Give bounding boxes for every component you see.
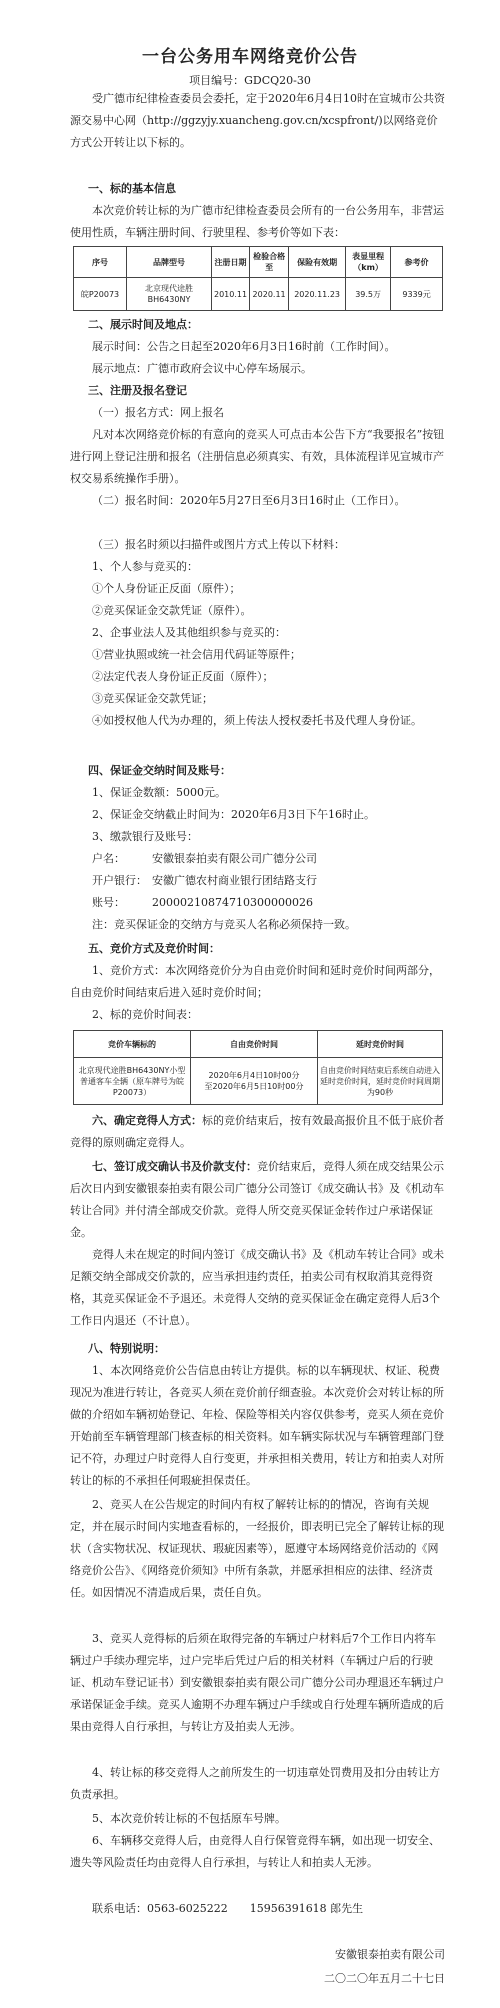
table-header: 注册日期 xyxy=(212,247,250,278)
table-cell: 皖P20073 xyxy=(74,278,127,311)
contact-info: 联系电话：0563-6025222 15956391618 郎先生 xyxy=(92,1902,364,1915)
section-7 xyxy=(70,1156,445,1244)
special-note-2: 2、竞买人在公告规定的时间内有权了解转让标的的情况，咨询有关规定，并在展示时间内实地查看标的，一经报价，即表明已完全了解转让标的现状（含实物状况、权证现状、瑕疵因素等），愿遵守本场网络竞价活动的《网络竞价公告》、《网络竞价须知》中所有条款，并愿承担相应的法律、经济责任。如因情况不清造成后果，责任自负。 xyxy=(70,1498,444,1599)
deposit-note: 注：竞买保证金的交纳方与竞买人名称必须保持一致。 xyxy=(92,918,356,931)
table-header-row xyxy=(74,247,443,278)
signature-date: 二〇二〇年五月二十七日 xyxy=(324,1972,445,1985)
bank-value: 安徽广德农村商业银行团结路支行 xyxy=(152,874,317,887)
materials-item: 1、个人参与竞买的： xyxy=(92,560,198,573)
bank-label: 开户银行： xyxy=(92,874,147,887)
materials-item: ②法定代表人身份证正反面（原件）； xyxy=(92,670,274,683)
special-note-3: 3、竞买人竞得标的后须在取得完备的车辆过户材料后7个工作日内将车辆过户手续办理完毕，过户完毕后凭过户后的相关材料（车辆过户后的行驶证、机动车登记证书）到安徽银泰拍卖有限公司广德分公司办理退还车辆过户承诺保证金手续。竞买人逾期不办理车辆过户手续或自行处理车辆所造成的后果由竞得人自行承担，与转让方及拍卖人无涉。 xyxy=(70,1632,444,1733)
registration-method: （一）报名方式：网上报名 xyxy=(92,406,224,419)
special-note-4: 4、转让标的移交竞得人之前所发生的一切违章处罚费用及扣分由转让方负责承担。 xyxy=(70,1766,440,1801)
table-header: 竞价车辆标的 xyxy=(74,1031,191,1058)
table-row xyxy=(74,1058,443,1105)
bank-value: 安徽银泰拍卖有限公司广德分公司 xyxy=(152,852,317,865)
table-row xyxy=(74,278,443,311)
special-note-5: 5、本次竞价转让标的不包括原车号牌。 xyxy=(92,1812,286,1825)
deposit-line: 2、保证金交纳截止时间为：2020年6月3日下午16时止。 xyxy=(92,808,375,821)
table-header: 检验合格至 xyxy=(250,247,289,278)
materials-item: ③竞买保证金交款凭证； xyxy=(92,692,213,705)
free-bid-start: 2020年6月4日10时00分 xyxy=(208,1071,300,1080)
vehicle-info-table xyxy=(73,246,443,311)
table-cell: 自由竞价时间结束后系统自动进入延时竞价时间，延时竞价时间周期为90秒 xyxy=(318,1058,443,1105)
bank-label: 户名： xyxy=(92,852,125,865)
registration-method-text: 凡对本次网络竞价标的有意向的竞买人可点击本公告下方“我要报名”按钮进行网上登记注册和报名（注册信息必须真实、有效，具体流程详见宣城市产权交易系统操作手册）。 xyxy=(70,428,445,485)
bidding-schedule-table xyxy=(73,1030,443,1105)
bank-label: 账号： xyxy=(92,896,125,909)
registration-time: （二）报名时间：2020年5月27日至6月3日16时止（工作日）。 xyxy=(92,494,406,507)
display-time: 展示时间：公告之日起至2020年6月3日16时前（工作时间）。 xyxy=(92,340,396,353)
section-4-title: 四、保证金交纳时间及账号： xyxy=(88,764,231,777)
materials-item: ④如授权他人代为办理的，须上传法人授权委托书及代理人身份证。 xyxy=(92,714,422,727)
table-header: 表显里程（km） xyxy=(346,247,391,278)
display-location: 展示地点：广德市政府会议中心停车场展示。 xyxy=(92,362,312,375)
section-1-title: 一、标的基本信息 xyxy=(88,182,176,195)
bidding-schedule-label: 2、标的竞价时间表： xyxy=(92,1008,198,1021)
table-cell: 2010.11 xyxy=(212,278,250,311)
materials-item: ②竞买保证金交款凭证（原件）。 xyxy=(92,604,252,617)
free-bid-end: 至2020年6月5日10时00分 xyxy=(204,1082,304,1091)
section-6-text: 标的竞价结束后，按有效最高报价且不低于底价者竞得的原则确定竞得人。 xyxy=(70,1114,444,1149)
table-header: 保险有效期 xyxy=(289,247,346,278)
section-7-text-2: 竞得人未在规定的时间内签订《成交确认书》及《机动车转让合同》或未足额交纳全部成交价款的，应当承担违约责任，拍卖公司有权取消其竞得资格，其竞买保证金不予退还。未竞得人交纳的竞买保证金在确定竞得人后3个工作日内退还（不计息）。 xyxy=(70,1248,444,1327)
section-5-title: 五、竞价方式及竞价时间： xyxy=(88,942,220,955)
table-header: 品牌型号 xyxy=(127,247,212,278)
table-cell xyxy=(191,1058,318,1105)
project-number: 项目编号：GDCQ20-30 xyxy=(189,74,311,87)
signature-company: 安徽银泰拍卖有限公司 xyxy=(335,1948,445,1961)
section-1-text: 本次竞价转让标的为广德市纪律检查委员会所有的一台公务用车，非营运使用性质，车辆注册时间、行驶里程、参考价等如下表： xyxy=(70,204,444,239)
section-2-title: 二、展示时间及地点： xyxy=(88,318,198,331)
bank-value: 20000210874710300000026 xyxy=(152,896,313,909)
table-header: 延时竞价时间 xyxy=(318,1031,443,1058)
table-cell: 北京现代途胜BH6430NY小型普通客车全辆（原车牌号为皖P20073） xyxy=(74,1058,191,1105)
materials-item: ①营业执照或统一社会信用代码证等原件； xyxy=(92,648,301,661)
materials-item: ①个人身份证正反面（原件）； xyxy=(92,582,241,595)
page-title: 一台公务用车网络竞价公告 xyxy=(142,47,358,67)
bidding-method: 1、竞价方式：本次网络竞价分为自由竞价时间和延时竞价时间两部分，自由竞价时间结束后进入延时竞价时间； xyxy=(70,964,440,999)
special-note-1: 1、本次网络竞价公告信息由转让方提供。标的以车辆现状、权证、税费现况为准进行转让，各竞买人须在竞价前仔细查验。本次竞价会对转让标的所做的介绍如车辆初始登记、年检、保险等相关内容仅供参考，竞买人须在竞价开始前至车辆管理部门核查标的相关资料。如车辆实际状况与车辆管理部门登记不符，办理过户时竞得人自行变更，并承担相关费用，转让方和拍卖人对所转让的标的不承担任何瑕疵担保责任。 xyxy=(70,1364,444,1487)
section-6 xyxy=(70,1110,445,1154)
table-cell: 2020.11 xyxy=(250,278,289,311)
table-cell: 9339元 xyxy=(391,278,443,311)
table-cell: 2020.11.23 xyxy=(289,278,346,311)
table-cell: 39.5万 xyxy=(346,278,391,311)
materials-item: 2、企事业法人及其他组织参与竞买的： xyxy=(92,626,286,639)
section-3-title: 三、注册及报名登记 xyxy=(88,384,187,397)
section-8-title: 八、特别说明： xyxy=(88,1342,165,1355)
table-header-row xyxy=(74,1031,443,1058)
section-7-title: 七、签订成交确认书及价款支付： xyxy=(92,1160,257,1173)
special-note-6: 6、车辆移交竞得人后，由竞得人自行保管竞得车辆，如出现一切安全、遗失等风险责任均由竞得人自行承担，与转让人和拍卖人无涉。 xyxy=(70,1834,440,1869)
section-7-text: 竞价结束后，竞得人须在成交结果公示后次日内到安徽银泰拍卖有限公司广德分公司签订《成交确认书》及《机动车转让合同》并付清全部成交价款。竞得人所交竞买保证金转作过户承诺保证金。 xyxy=(70,1160,444,1239)
section-6-title: 六、确定竞得人方式： xyxy=(92,1114,202,1127)
deposit-line: 3、缴款银行及账号： xyxy=(92,830,198,843)
intro-paragraph: 受广德市纪律检查委员会委托，定于2020年6月4日10时在宣城市公共资源交易中心网（http://ggzyjy.xuancheng.gov.cn/xcspfront/)以网络竞价方式公开转让以下标的。 xyxy=(70,92,445,149)
materials-heading: （三）报名时须以扫描件或图片方式上传以下材料： xyxy=(92,538,345,551)
table-header: 自由竞价时间 xyxy=(191,1031,318,1058)
table-header: 序号 xyxy=(74,247,127,278)
deposit-line: 1、保证金数额：5000元。 xyxy=(92,786,226,799)
table-cell: 北京现代途胜 BH6430NY xyxy=(127,278,212,311)
table-header: 参考价 xyxy=(391,247,443,278)
